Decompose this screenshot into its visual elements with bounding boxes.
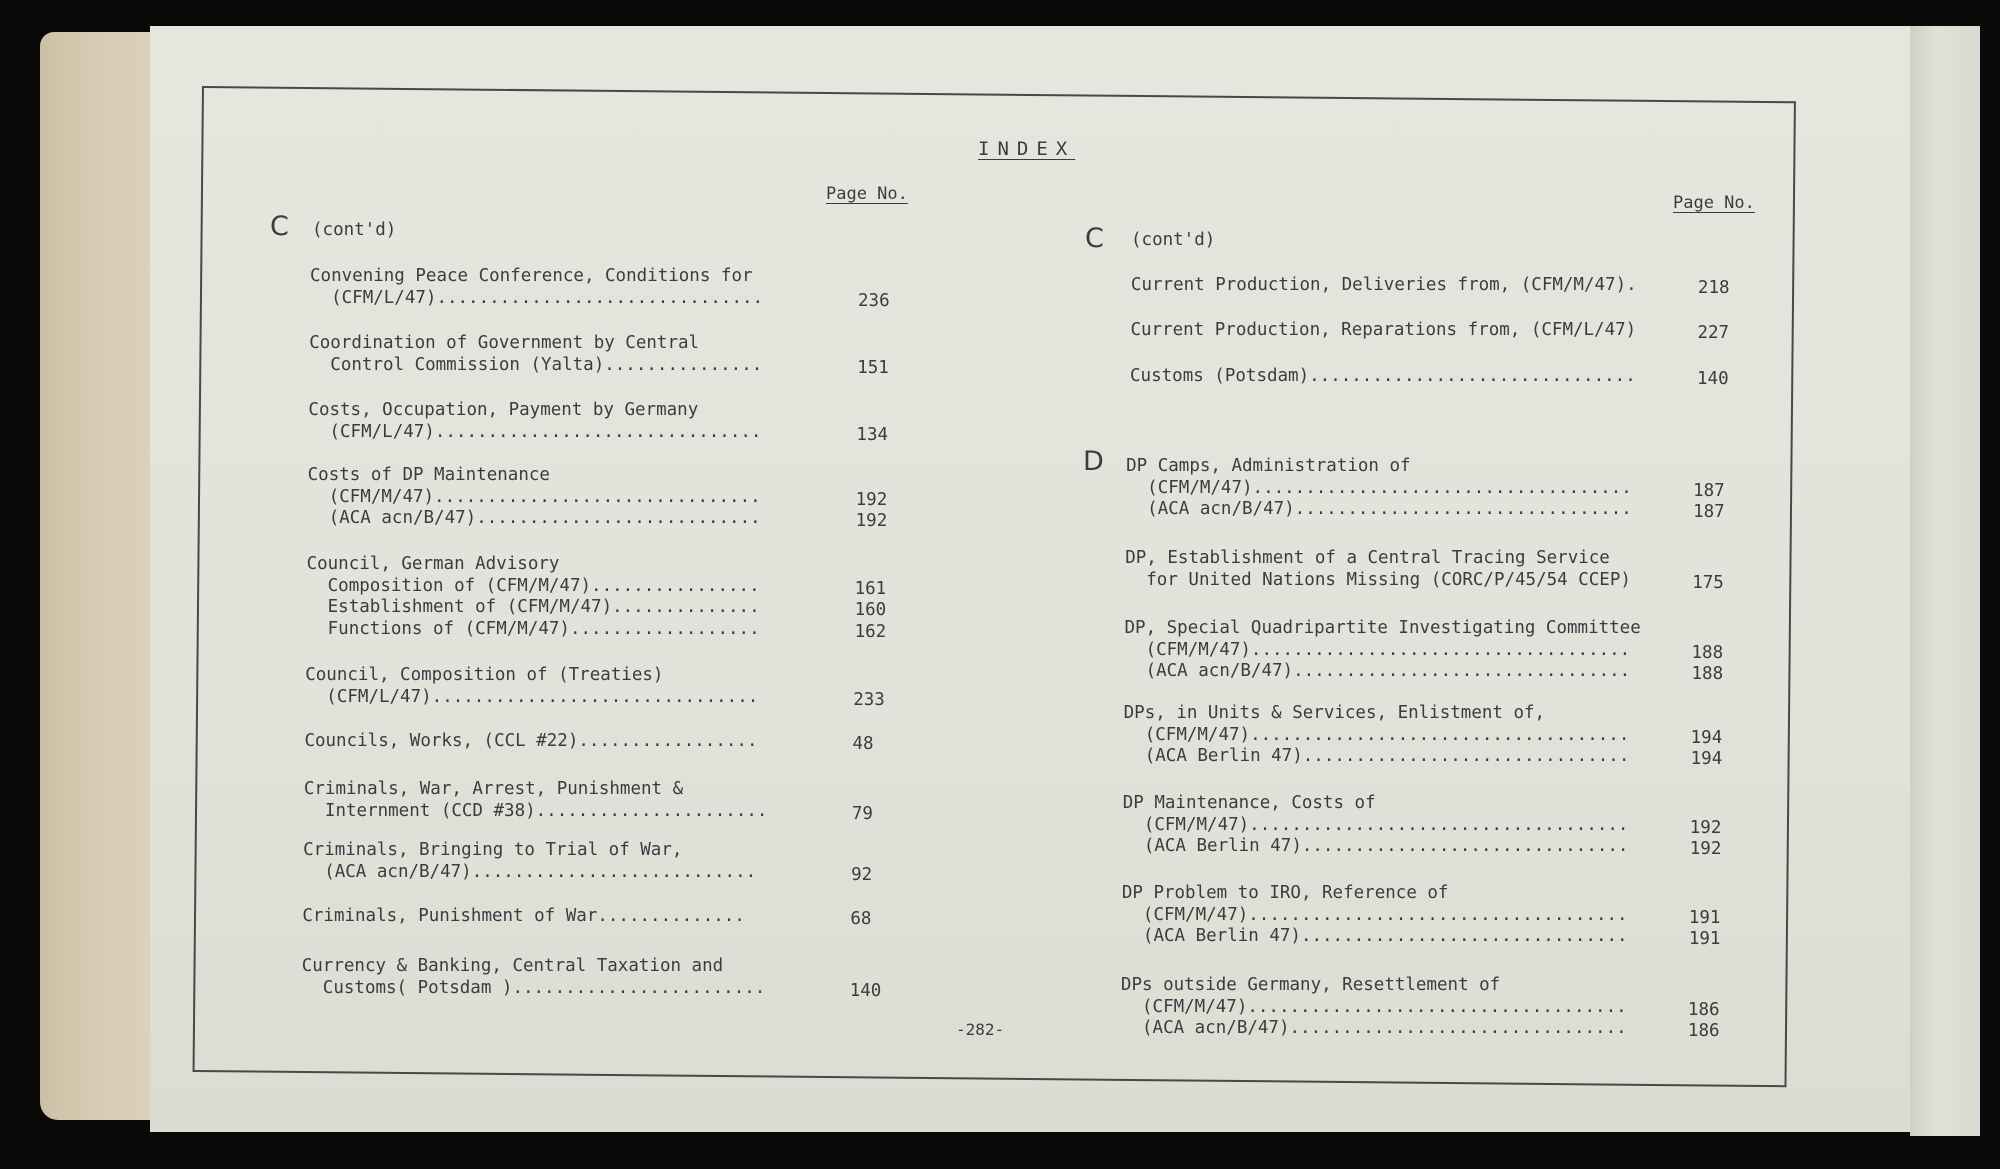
index-entry-line: (CFM/M/47).................................... — [1126, 477, 1632, 498]
index-page-number: 48 — [852, 734, 874, 754]
index-page-number: 161 — [854, 578, 887, 599]
index-entry-line: Currency & Banking, Central Taxation and — [301, 956, 724, 976]
index-entry-line: Control Commission (Yalta)............... — [309, 354, 763, 375]
index-page-number: 188 — [1691, 664, 1724, 684]
index-entry-line: DP Problem to IRO, Reference of — [1121, 883, 1449, 903]
index-entry-line: Costs, Occupation, Payment by Germany — [308, 400, 699, 420]
index-page-number: 191 — [1688, 907, 1721, 928]
index-page-number: 162 — [854, 621, 887, 642]
index-entry-line: Customs (Potsdam)............................... — [1130, 366, 1636, 386]
index-entry-line: Council, Composition of (Treaties) — [305, 665, 664, 685]
index-entry-line: Criminals, Punishment of War.............. — [302, 906, 745, 926]
index-entry-line: (ACA acn/B/47)........................... — [307, 508, 761, 528]
index-page-number: 188 — [1691, 642, 1724, 663]
index-entry-line: (CFM/L/47)............................... — [308, 421, 762, 442]
index-page-number: 134 — [856, 424, 889, 445]
index-page-number: 192 — [855, 511, 888, 531]
index-page-number: 160 — [854, 600, 887, 620]
right-section-letter: C — [1085, 223, 1104, 254]
page-number-footer: -282- — [956, 1020, 1005, 1039]
index-page-number: 187 — [1693, 502, 1725, 522]
index-entry-line: Current Production, Deliveries from, (CFM/M/47). — [1130, 275, 1637, 295]
left-page-no-header: Page No. — [826, 184, 908, 204]
index-entry-line: (CFM/M/47).................................... — [1123, 724, 1630, 745]
index-page-number: 186 — [1687, 999, 1720, 1020]
index-page-number: 140 — [849, 980, 882, 1001]
index-entry-line: DP, Special Quadripartite Investigating Committee — [1124, 618, 1641, 638]
index-entry-line: (CFM/M/47).................................... — [1121, 904, 1628, 925]
index-page-number: 79 — [851, 803, 873, 824]
index-page-number: 236 — [858, 290, 890, 311]
index-entry-line: (ACA acn/B/47)........................... — [303, 861, 757, 882]
index-entry-line: DP Maintenance, Costs of — [1122, 793, 1376, 813]
index-entry-line: (CFM/L/47)............................... — [310, 287, 764, 308]
right-section-suffix: (cont'd) — [1131, 230, 1216, 250]
index-page-number: 140 — [1697, 369, 1729, 389]
index-entry-line: (ACA Berlin 47)............................... — [1123, 746, 1630, 766]
index-entry-line: (ACA Berlin 47)............................... — [1122, 836, 1629, 856]
index-entry-line: (ACA acn/B/47)................................ — [1120, 1018, 1627, 1038]
index-entry-line: Customs( Potsdam )........................ — [301, 977, 766, 998]
index-page-number: 186 — [1687, 1021, 1720, 1041]
left-section-suffix: (cont'd) — [312, 220, 397, 240]
index-page-number: 218 — [1697, 278, 1730, 298]
index-entry-line: (CFM/L/47)............................... — [305, 686, 759, 707]
index-page-number: 192 — [855, 489, 888, 510]
index-page-number: 192 — [1689, 839, 1722, 859]
index-page-number: 151 — [857, 357, 889, 378]
index-entry-line: Establishment of (CFM/M/47).............. — [306, 597, 760, 617]
index-entry-line: (ACA acn/B/47)................................ — [1126, 499, 1632, 519]
index-entry-line: Convening Peace Conference, Conditions for — [310, 266, 753, 286]
index-page-number: 233 — [853, 689, 885, 710]
index-entry-line: (ACA Berlin 47)............................... — [1121, 926, 1628, 946]
index-entry-line: DP Camps, Administration of — [1126, 456, 1411, 476]
index-entry-line: (CFM/M/47).................................... — [1124, 639, 1631, 660]
index-entry-line: Functions of (CFM/M/47).................. — [306, 618, 760, 639]
index-page-number: 92 — [851, 864, 873, 885]
index-entry-line: Composition of (CFM/M/47)................ — [306, 575, 760, 596]
index-entry-line: (ACA acn/B/47)................................ — [1124, 661, 1631, 681]
index-page-number: 187 — [1693, 480, 1725, 501]
index-entry-line: DPs, in Units & Services, Enlistment of, — [1123, 703, 1546, 723]
index-entry-line: (CFM/M/47)............................... — [307, 486, 761, 507]
book-page-right — [1910, 26, 1980, 1136]
index-entry-line: Criminals, Bringing to Trial of War, — [303, 840, 683, 860]
index-page-number: 194 — [1690, 749, 1723, 769]
index-page-number: 68 — [850, 909, 872, 929]
index-page-number: 191 — [1688, 929, 1721, 949]
index-entry-line: DP, Establishment of a Central Tracing Service — [1125, 548, 1610, 568]
index-entry-line: for United Nations Missing (CORC/P/45/54 CCEP) — [1125, 569, 1631, 590]
index-entry-line: DPs outside Germany, Resettlement of — [1120, 975, 1501, 995]
index-entry-line: Costs of DP Maintenance — [307, 465, 550, 485]
index-entry-line: Coordination of Government by Central — [309, 333, 700, 353]
right-section-d-letter: D — [1083, 446, 1104, 477]
index-entry-line: Current Production, Reparations from, (CFM/L/47) — [1130, 320, 1637, 340]
index-entry-line: (CFM/M/47).................................... — [1122, 814, 1629, 835]
index-page-number: 175 — [1692, 572, 1724, 593]
index-entry-line: Criminals, War, Arrest, Punishment & — [303, 779, 684, 799]
left-section-letter: C — [270, 211, 289, 242]
index-entry-line: Council, German Advisory — [306, 554, 560, 574]
index-entry-line: Internment (CCD #38)...................... — [303, 800, 768, 821]
right-page-no-header: Page No. — [1673, 193, 1755, 213]
index-page-number: 194 — [1690, 727, 1723, 748]
index-entry-line: (CFM/M/47).................................... — [1120, 996, 1627, 1017]
index-page-number: 227 — [1697, 323, 1730, 343]
index-page-number: 192 — [1689, 817, 1722, 838]
index-title: INDEX — [978, 138, 1076, 160]
index-entry-line: Councils, Works, (CCL #22)................. — [304, 731, 758, 751]
